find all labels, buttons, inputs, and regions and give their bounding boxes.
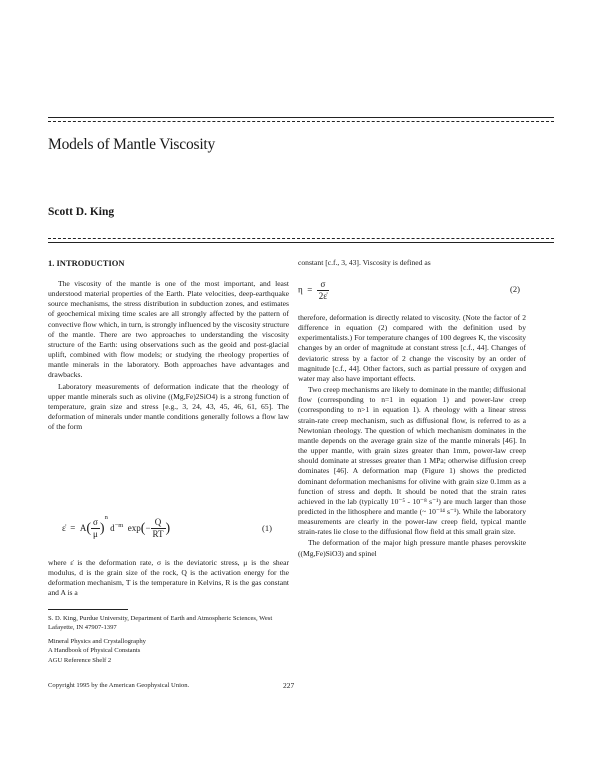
section-heading: 1. INTRODUCTION: [48, 258, 125, 268]
top-rule: [48, 117, 554, 118]
equation-1: ε̇ = A( $\frac{\sigma}{\mu}$ )$^n$ $d^{-m}$ exp(− $\frac{Q}{RT}$ ): [62, 514, 171, 540]
eq1-q-frac: [151, 517, 166, 540]
eq1-exp-n: n: [104, 514, 108, 521]
left-column-after-eq: [48, 558, 289, 599]
eq1-q-num: Q: [151, 517, 166, 529]
eq1-equals: =: [70, 523, 76, 533]
eq1-frac-num: σ: [93, 517, 98, 528]
copyright: Copyright 1995 by the American Geophysical Union.: [48, 682, 190, 689]
right-paragraph-2: Two creep mechanisms are likely to dominate in the mantle; diffusional flow (corresponding to n=1 in equation 1) and power-law creep (corresponding to n>1 in equation 1). A rheology with a linear stress strain-rate creep mechanism, such as diffusional flow, is referred to as a Newtonian rheology. The question of which mechanism dominates in the mantle depends on the average grain size of the mantle minerals [46]. In the upper mantle, with grain sizes greater than 1mm, power-law creep should dominate at stresses greater than 1 MPa; otherwise diffusion creep dominates [46]. A deformation map (Figure 1) shows the predicted dominant deformation mechanisms for olivine with grain size 0.1mm as a function of stress and depth. It should be noted that the strain rates achieved in the lab (typically 10⁻⁵ - 10⁻⁸ s⁻¹) are much larger than those predicted in the lithosphere and mantle (~ 10⁻¹⁴ s⁻¹). While the laboratory measurements are clearly in the power-law creep field, typical mantle strain-rates lie close to the diffusional flow field at this small grain size.: [298, 385, 526, 537]
eq2-number: (2): [510, 284, 520, 294]
author-rule: [48, 242, 554, 243]
eq1-neg: −: [145, 523, 151, 533]
footnote-book-2: A Handbook of Physical Constants: [48, 647, 141, 655]
eq2-den: 2ε̇: [318, 291, 328, 301]
eq2-equals: =: [307, 284, 313, 295]
eq1-lhs: ε̇: [62, 523, 66, 533]
top-dashed-rule: [48, 121, 554, 122]
left-column: [48, 279, 289, 432]
eq1-exp-word: exp: [127, 523, 141, 533]
eq2-lhs: η: [298, 284, 303, 295]
intro-paragraph-1: The viscosity of the mantle is one of the most important, and least understood material properties of the Earth. Plate velocities, deep-earthquake source mechanisms, the stress distribution in subduction zones, and estimates of geochemical mixing time scales are all strongly affected by the pattern of convective flow which, in turn, is strongly influenced by the viscosity structure of the mantle. There are two approaches to understanding the viscosity structure of the Earth: using observations such as the geoid and post-glacial uplift, combined with flow models; or studying the rheology properties of mantle minerals in the laboratory. Both approaches have advantages and drawbacks.: [48, 279, 289, 380]
author-dashed-rule: [48, 238, 554, 239]
right-paragraph-3: The deformation of the major high pressure mantle phases perovskite ((Mg,Fe)SiO3) and spinel: [298, 538, 526, 558]
eq1-number: (1): [262, 523, 272, 533]
eq1-q-den: RT: [152, 529, 164, 540]
paper-title: Models of Mantle Viscosity: [48, 136, 216, 153]
eq1-d: d: [110, 523, 115, 533]
eq1-coef: A: [79, 523, 87, 533]
eq1-frac-den: μ: [93, 529, 98, 540]
eq1-d-exp: −m: [114, 522, 124, 529]
eq2-frac: [317, 279, 329, 302]
right-column-top: [298, 258, 526, 268]
right-paragraph-1: therefore, deformation is directly related to viscosity. (Note the factor of 2 difference in equation (2) compared with the definition used by experimentalists.) For temperature changes of 100 degrees K, the viscosity changes by an order of magnitude at constant stress [c.f., 44]. Changes of deviatoric stress by a factor of 2 change the viscosity by an order of magnitude [c.f., 44]. Other factors, such as partial pressure of oxygen and water may also have important effects.: [298, 313, 526, 383]
right-column: [298, 313, 526, 559]
equation-2: [298, 279, 329, 302]
footnote: [48, 614, 289, 665]
footnote-book-3: AGU Reference Shelf 2: [48, 656, 112, 664]
footnote-book-1: Mineral Physics and Crystallography: [48, 637, 146, 645]
right-top-text: constant [c.f., 3, 43]. Viscosity is defined as: [298, 258, 431, 267]
footnote-affiliation: S. D. King, Purdue University, Department of Earth and Atmospheric Sciences, West Lafayette, IN 47907-1397: [48, 615, 273, 632]
eq2-num: σ: [317, 279, 329, 291]
footnote-rule: [48, 609, 128, 610]
author-name: Scott D. King: [48, 206, 115, 218]
page-number: 227: [283, 681, 295, 690]
intro-paragraph-2: Laboratory measurements of deformation indicate that the rheology of upper mantle minerals such as olivine ((Mg,Fe)2SiO4) is a strong function of temperature, grain size and stress [e.g., 3, 24, 43, 45, 46, 61, 65]. The deformation of minerals under mantle conditions generally follows a flow law of the form: [48, 381, 289, 432]
eq1-stress-frac: [91, 517, 100, 540]
eq1-definitions: where ε̇ is the deformation rate, σ is the deviatoric stress, μ is the shear modulus, d is the grain size of the rock, Q is the activation energy for the deformation mechanism, T is the temperature in Kelvins, R is the gas constant and A is a: [48, 558, 289, 598]
